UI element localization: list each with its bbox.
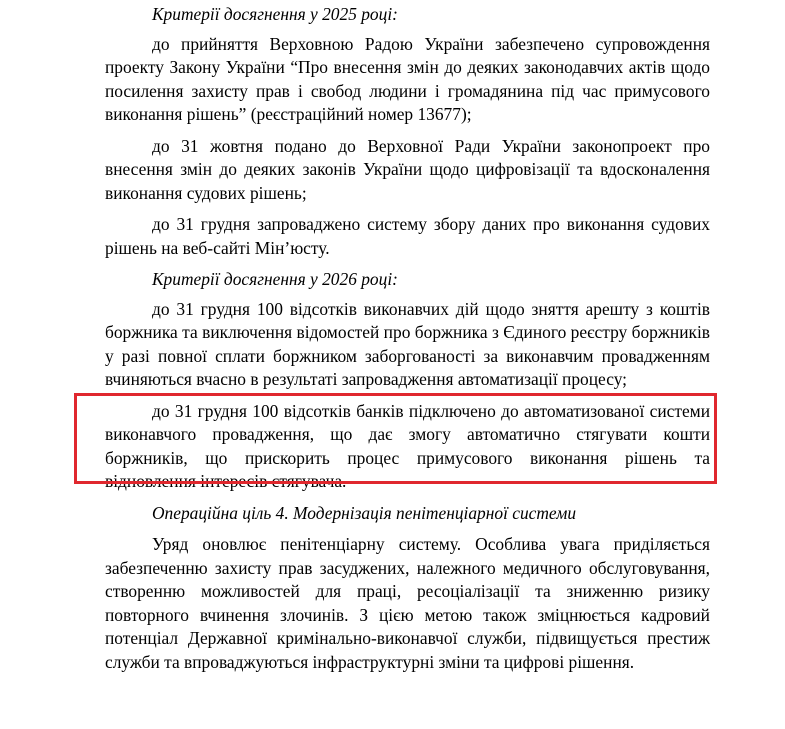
document-page bbox=[105, 3, 710, 674]
paragraph-data-collection-system: до 31 грудня запроваджено систему збору даних про виконання судових рішень на веб-сайті Мін’юсту. bbox=[105, 214, 710, 258]
paragraph-draft-law-digitalization: до 31 жовтня подано до Верховної Ради України законопроект про внесення змін до деяких законів України щодо цифровізації та вдосконалення виконання судових рішень; bbox=[105, 135, 710, 203]
criteria-2026-heading: Критерії досягнення у 2026 році: bbox=[152, 269, 398, 289]
paragraph-law-13677: до прийняття Верховною Радою України забезпечено супровождення проекту Закону України “Про внесення змін до деяких законодавчих актів щодо посилення захисту прав і свобод людини і громадянина під час примусового виконання рішень” (реєстраційний номер 13677); bbox=[105, 33, 710, 124]
paragraph-enforcement-actions: до 31 грудня 100 відсотків виконавчих дій щодо зняття арешту з коштів боржника та виключення відомостей про боржника з Єдиного реєстру боржників у разі повної сплати боржником заборгованості за виконавчим провадженням вчиняються вчасно в результаті запровадження автоматизації процесу; bbox=[105, 298, 710, 389]
paragraph-penitentiary-system: Уряд оновлює пенітенціарну систему. Особлива увага приділяється забезпеченню захисту прав засуджених, належного медичного обслуговування, створенню можливостей для праці, ресоціалізації та зниженню ризику повторного вчинення злочинів. З цією метою також зміцнюється кадровий потенціал Державної кримінально-виконавчої служби, підвищується престиж служби та впроваджуються інфраструктурні зміни та цифрові рішення. bbox=[105, 534, 710, 672]
operational-goal-4-heading: Операційна ціль 4. Модернізація пенітенціарної системи bbox=[152, 502, 577, 523]
paragraph-banks-connected-highlighted: до 31 грудня 100 відсотків банків підключено до автоматизованої системи виконавчого провадження, що дає змогу автоматично стягувати кошти боржників, що прискорить процес примусового виконання рішень та відновлення інтересів стягувача. bbox=[105, 400, 710, 491]
criteria-2025-heading: Критерії досягнення у 2025 році: bbox=[152, 4, 398, 24]
